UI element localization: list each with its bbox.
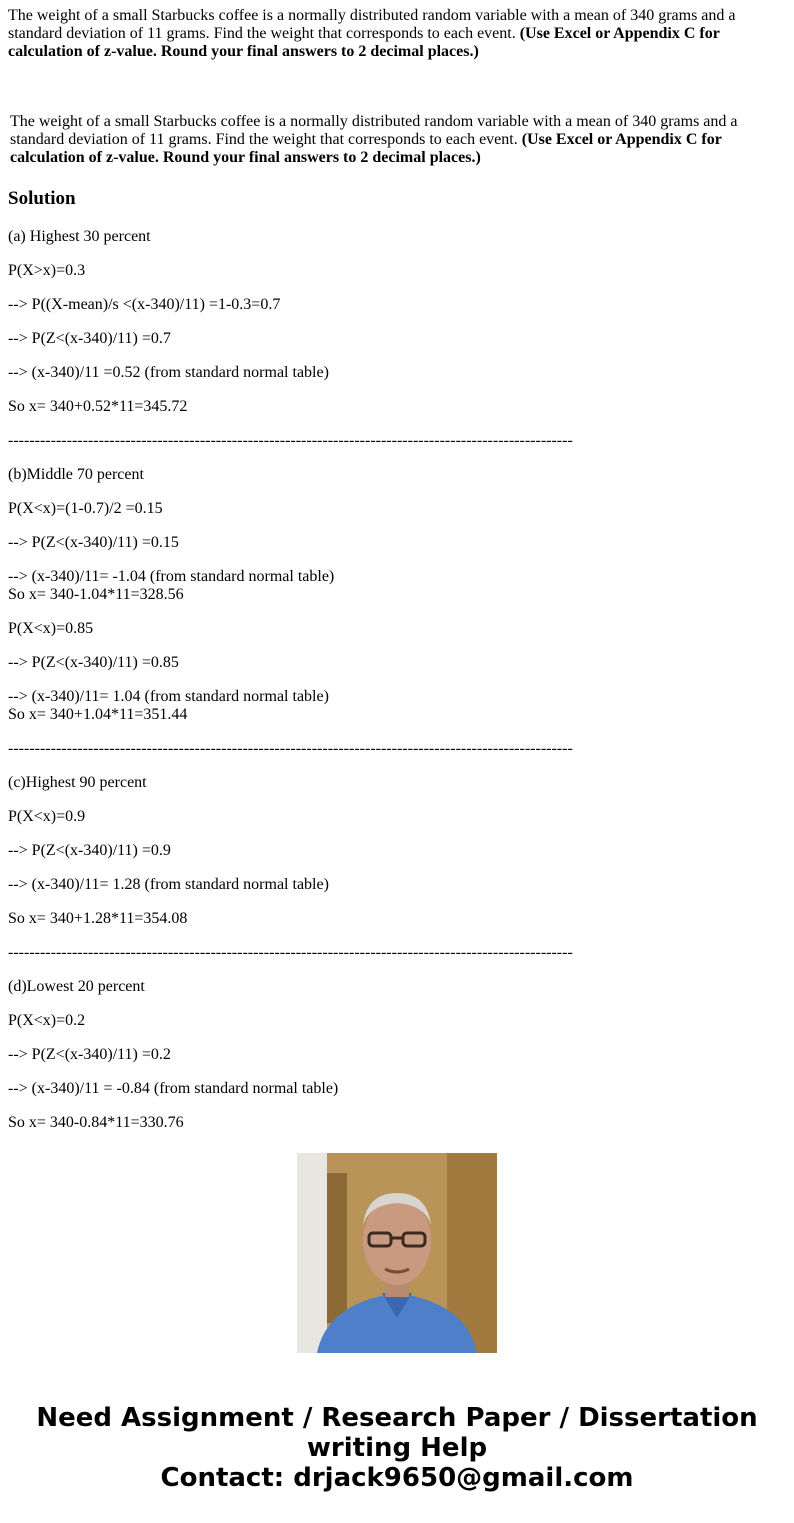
solution-line: P(X<x)=0.2 xyxy=(8,1012,86,1029)
solution-line: --> (x-340)/11 = -0.84 (from standard normal table) xyxy=(8,1080,339,1097)
solution-line: --> (x-340)/11= 1.28 (from standard normal table) xyxy=(8,876,329,893)
footer-contact: Contact: drjack9650@gmail.com xyxy=(160,1463,634,1493)
solution-line: So x= 340+1.04*11=351.44 xyxy=(8,706,188,723)
section-divider: ---------------------------------------------------------------------------------------------------------- xyxy=(8,944,573,961)
footer-line-1: Need Assignment / Research Paper / Dissertation xyxy=(36,1403,758,1433)
solution-line: (a) Highest 30 percent xyxy=(8,228,151,245)
solution-heading: Solution xyxy=(8,188,76,209)
solution-line: P(X<x)=0.85 xyxy=(8,620,94,637)
section-divider: ---------------------------------------------------------------------------------------------------------- xyxy=(8,740,573,757)
solution-line: So x= 340+1.28*11=354.08 xyxy=(8,910,188,927)
solution-line: --> (x-340)/11= -1.04 (from standard normal table) xyxy=(8,568,335,585)
solution-line: So x= 340+0.52*11=345.72 xyxy=(8,398,188,415)
question-instruction: (Use Excel or Appendix C for calculation of z-value. Round your final answers to 2 decimal places.) xyxy=(8,25,720,60)
footer-line-2: writing Help xyxy=(306,1433,488,1463)
solution-line: --> P(Z<(x-340)/11) =0.7 xyxy=(8,330,171,347)
question-body: The weight of a small Starbucks coffee is a normally distributed random variable with a mean of 340 grams and a standard deviation of 11 grams. Find the weight that corresponds to each event. xyxy=(8,7,736,42)
question-text xyxy=(8,7,778,61)
solution-line: (c)Highest 90 percent xyxy=(8,774,147,791)
person-photo-icon xyxy=(297,1153,497,1353)
footer-ad xyxy=(0,1403,794,1493)
solution-line: P(X>x)=0.3 xyxy=(8,262,86,279)
solution-line: (d)Lowest 20 percent xyxy=(8,978,145,995)
question-body-repeat: The weight of a small Starbucks coffee is a normally distributed random variable with a mean of 340 grams and a standard deviation of 11 grams. Find the weight that corresponds to each event. xyxy=(10,113,738,148)
solution-body xyxy=(8,228,788,1131)
solution-line: So x= 340-0.84*11=330.76 xyxy=(8,1114,184,1131)
solution-line: P(X<x)=0.9 xyxy=(8,808,86,825)
solution-line: (b)Middle 70 percent xyxy=(8,466,144,483)
solution-line: --> P(Z<(x-340)/11) =0.2 xyxy=(8,1046,171,1063)
solution-line: --> P(Z<(x-340)/11) =0.9 xyxy=(8,842,171,859)
solution-line: --> P((X-mean)/s <(x-340)/11) =1-0.3=0.7 xyxy=(8,296,281,313)
solution-line: --> P(Z<(x-340)/11) =0.85 xyxy=(8,654,179,671)
solution-line: --> (x-340)/11 =0.52 (from standard normal table) xyxy=(8,364,329,381)
solution-line: --> (x-340)/11= 1.04 (from standard normal table) xyxy=(8,688,329,705)
solution-line: So x= 340-1.04*11=328.56 xyxy=(8,586,184,603)
solution-line: P(X<x)=(1-0.7)/2 =0.15 xyxy=(8,500,163,517)
solution-line: --> P(Z<(x-340)/11) =0.15 xyxy=(8,534,179,551)
question-instruction-repeat: (Use Excel or Appendix C for calculation of z-value. Round your final answers to 2 decimal places.) xyxy=(10,131,722,166)
author-avatar xyxy=(297,1153,497,1353)
section-divider: ---------------------------------------------------------------------------------------------------------- xyxy=(8,432,573,449)
question-text-repeat xyxy=(10,113,780,167)
